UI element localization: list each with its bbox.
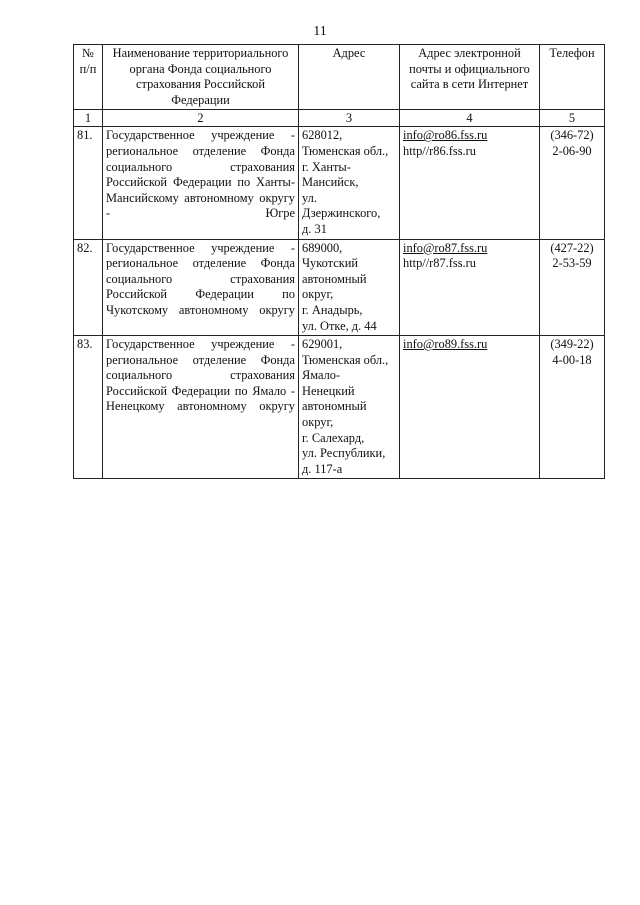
- row-number: 83.: [74, 336, 103, 479]
- contact-cell: [400, 127, 540, 239]
- phone-cell: [540, 127, 605, 239]
- header-email-website: Адрес электронной почты и официального сайта в сети Интернет: [400, 45, 540, 110]
- address-line: 629001,: [302, 337, 343, 352]
- email-link[interactable]: info@ro87.fss.ru: [403, 240, 488, 255]
- fss-regional-offices-table: [73, 44, 605, 479]
- address-line: г. Анадырь,: [302, 302, 363, 317]
- organization-name: Государственное учреждение - региональное отделение Фонда социального страхования Российской Федерации по Ямало - Ненецкому автономному округу: [103, 336, 299, 479]
- page-number: 11: [313, 24, 327, 39]
- address-line: Тюменская обл.,: [302, 143, 389, 158]
- address-line: д. 31: [302, 221, 327, 236]
- phone-code: (346-72): [550, 128, 594, 143]
- address-line: автономный: [302, 271, 367, 286]
- column-number: 4: [400, 110, 540, 127]
- phone-number: 2-06-90: [552, 143, 592, 158]
- column-number: 1: [74, 110, 103, 127]
- phone-number: 2-53-59: [552, 256, 592, 271]
- column-number: 3: [299, 110, 400, 127]
- header-organization-name: Наименование территориального органа Фонда социального страхования Российской Федерации: [103, 45, 299, 110]
- phone-cell: [540, 239, 605, 336]
- address-cell: [299, 336, 400, 479]
- address-line: Тюменская обл.,: [302, 352, 389, 367]
- address-line: Ямало-: [302, 368, 341, 383]
- column-number: 5: [540, 110, 605, 127]
- header-number: № п/п: [74, 45, 103, 110]
- organization-name: Государственное учреждение - региональное отделение Фонда социального страхования Российской Федерации по Ханты- Мансийскому автономному округу - Югре: [103, 127, 299, 239]
- phone-cell: [540, 336, 605, 479]
- address-line: д. 117-а: [302, 461, 343, 476]
- organization-name: Государственное учреждение - региональное отделение Фонда социального страхования Российской Федерации по Чукотскому автономному округу: [103, 239, 299, 336]
- address-line: 689000,: [302, 240, 343, 255]
- column-number: 2: [103, 110, 299, 127]
- address-cell: [299, 239, 400, 336]
- row-number: 81.: [74, 127, 103, 239]
- website-link[interactable]: http//r87.fss.ru: [403, 256, 476, 271]
- column-number-row: [74, 110, 605, 127]
- address-line: ул.: [302, 190, 317, 205]
- row-number: 82.: [74, 239, 103, 336]
- email-link[interactable]: info@ro89.fss.ru: [403, 337, 488, 352]
- address-line: Чукотский: [302, 256, 359, 271]
- header-address: Адрес: [299, 45, 400, 110]
- header-row: [74, 45, 605, 110]
- address-line: г. Салехард,: [302, 430, 365, 445]
- address-line: Мансийск,: [302, 175, 359, 190]
- table-row: [74, 127, 605, 239]
- contact-cell: [400, 239, 540, 336]
- address-line: ул. Республики,: [302, 446, 386, 461]
- address-line: Ненецкий: [302, 383, 355, 398]
- address-line: округ,: [302, 287, 334, 302]
- table-row: [74, 239, 605, 336]
- address-line: автономный: [302, 399, 367, 414]
- website-link[interactable]: http//r86.fss.ru: [403, 143, 476, 158]
- address-cell: [299, 127, 400, 239]
- header-phone: Телефон: [540, 45, 605, 110]
- address-line: г. Ханты-: [302, 159, 351, 174]
- email-link[interactable]: info@ro86.fss.ru: [403, 128, 488, 143]
- phone-code: (427-22): [550, 240, 594, 255]
- address-line: Дзержинского,: [302, 206, 381, 221]
- table-row: [74, 336, 605, 479]
- phone-number: 4-00-18: [552, 352, 592, 367]
- address-line: ул. Отке, д. 44: [302, 318, 377, 333]
- address-line: 628012,: [302, 128, 343, 143]
- address-line: округ,: [302, 415, 334, 430]
- phone-code: (349-22): [550, 337, 594, 352]
- contact-cell: [400, 336, 540, 479]
